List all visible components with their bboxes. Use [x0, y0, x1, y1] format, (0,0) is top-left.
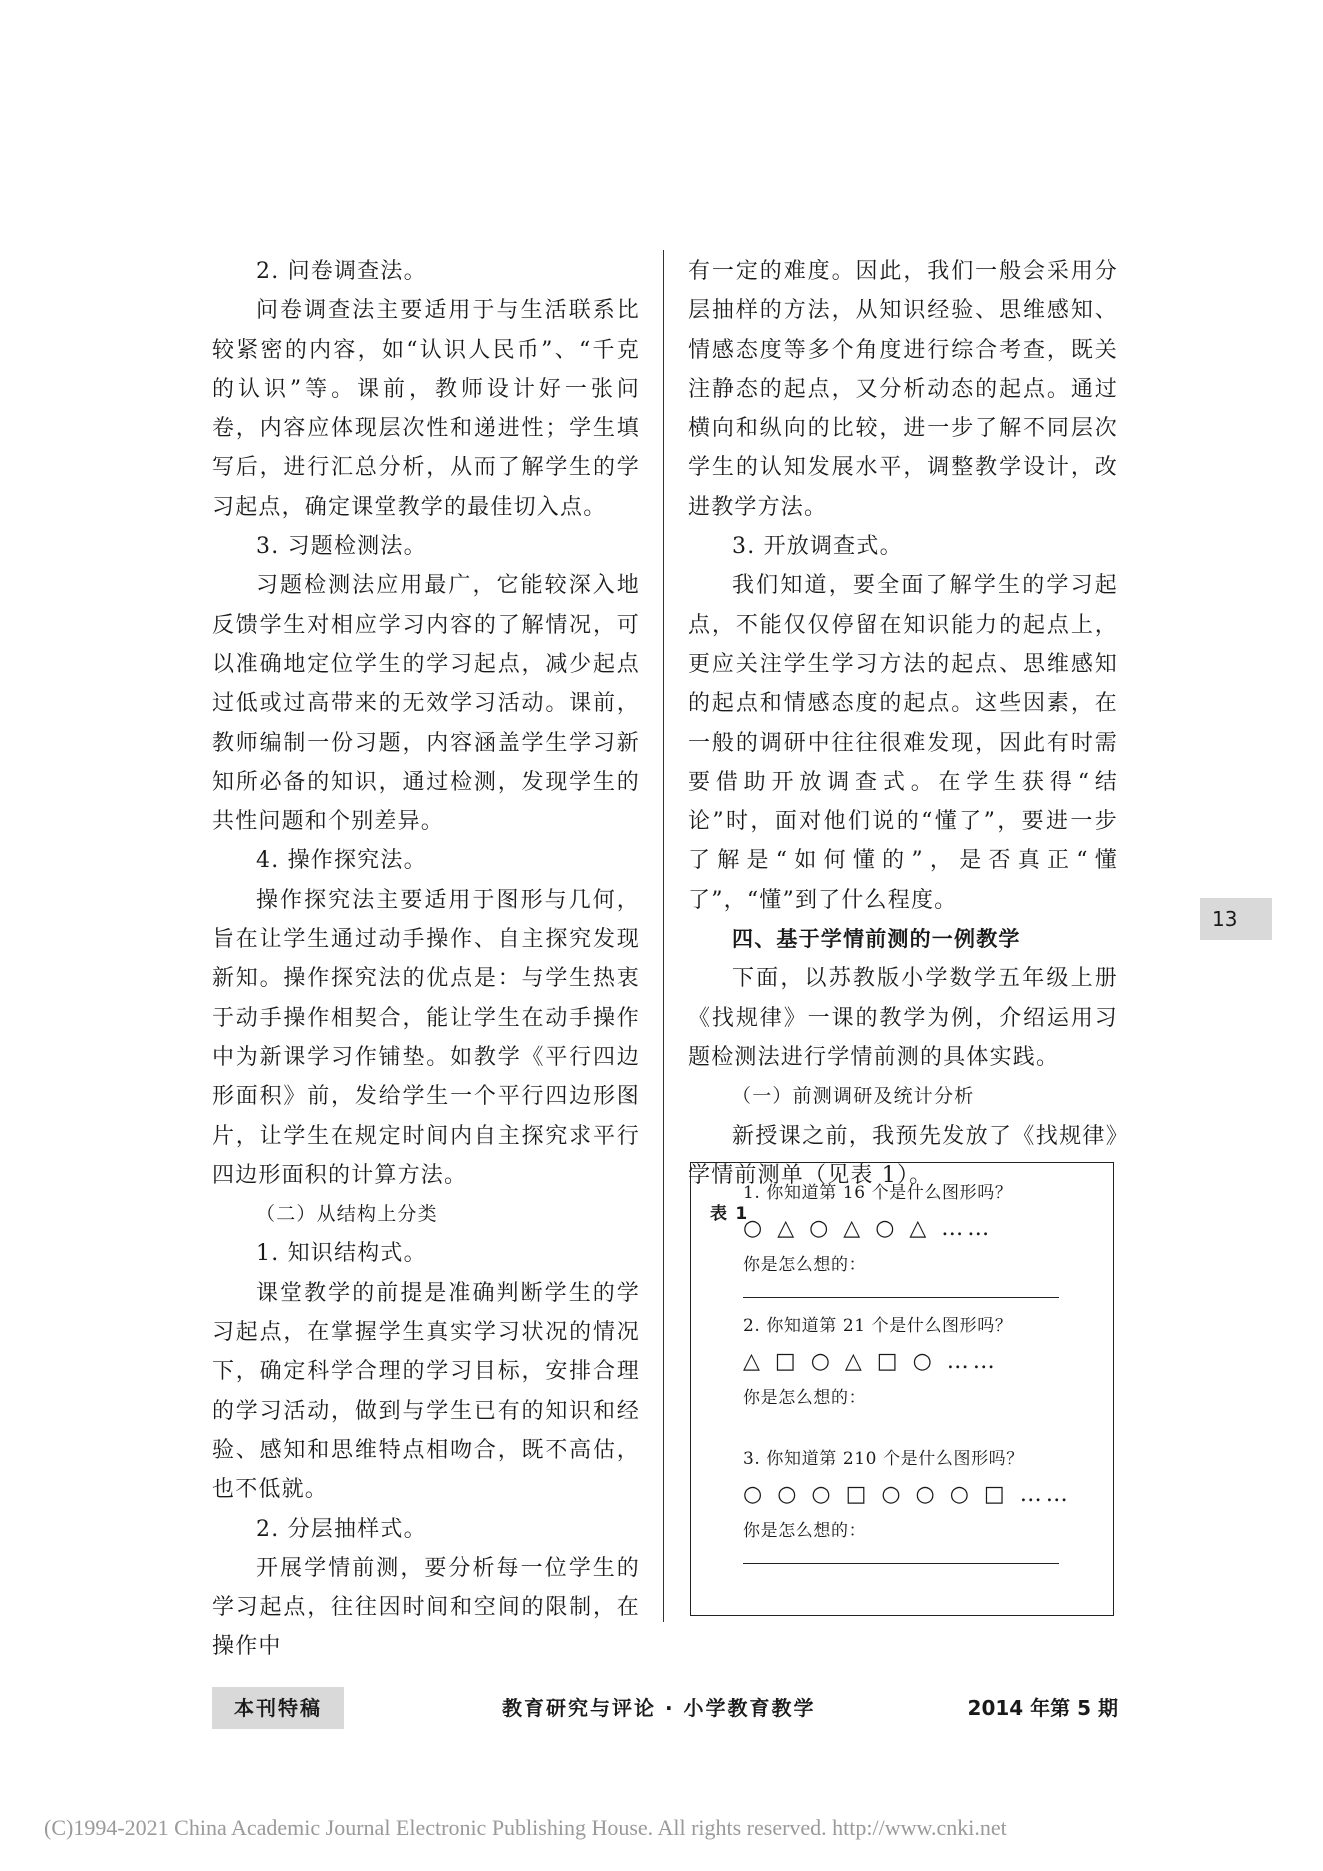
footer-issue: 2014 年第 5 期	[967, 1696, 1118, 1720]
table-question-3	[743, 1441, 1113, 1564]
footer-section-tag: 本刊特稿	[212, 1687, 344, 1729]
para-knowledge-structure: 课堂教学的前提是准确判断学生的学习起点，在掌握学生真实学习状况的情况下，确定科学合理的学习目标，安排合理的学习活动，做到与学生已有的知识和经验、感知和思维特点相吻合，既不高估，也不低就。	[212, 1280, 640, 1503]
question-prompt: 你是怎么想的：	[743, 1521, 867, 1541]
pretest-table	[690, 1162, 1114, 1616]
question-text: 1. 你知道第 16 个是什么图形吗？	[743, 1183, 1013, 1203]
column-divider	[663, 250, 664, 1622]
answer-line[interactable]	[743, 1297, 1059, 1298]
heading-questionnaire: 2. 问卷调查法。	[256, 259, 427, 284]
heading-knowledge-structure: 1. 知识结构式。	[256, 1241, 427, 1267]
subheading-structure: （二）从结构上分类	[256, 1203, 438, 1226]
shape-sequence: ○ ○ ○ □ ○ ○ ○ □ ……	[743, 1482, 1072, 1507]
right-column	[688, 252, 1118, 1235]
shape-sequence: ○ △ ○ △ ○ △ ……	[743, 1216, 994, 1241]
answer-line[interactable]	[743, 1430, 1059, 1431]
page-footer	[212, 1687, 1118, 1729]
left-column	[212, 252, 640, 1667]
question-text: 3. 你知道第 210 个是什么图形吗？	[743, 1449, 1024, 1469]
subheading-pretest: （一）前测调研及统计分析	[732, 1085, 975, 1108]
heading-operation-explore: 4. 操作探究法。	[256, 848, 427, 874]
table-question-1	[743, 1175, 1113, 1298]
answer-line[interactable]	[743, 1563, 1059, 1564]
table-caption: 表 1	[710, 1204, 749, 1225]
copyright-notice: (C)1994-2021 China Academic Journal Electronic Publishing House. All rights reserved. http://www.cnki.net	[44, 1815, 1007, 1840]
question-text: 2. 你知道第 21 个是什么图形吗？	[743, 1316, 1013, 1336]
footer-journal-title: 教育研究与评论 · 小学教育教学	[502, 1696, 816, 1720]
page-number-tab: 13	[1200, 898, 1272, 940]
para-exercise-test: 习题检测法应用最广，它能较深入地反馈学生对相应学习内容的了解情况，可以准确地定位学生的学习起点，减少起点过低或过高带来的无效学习活动。课前，教师编制一份习题，内容涵盖学生学习新知所必备的知识，通过检测，发现学生的共性问题和个别差异。	[212, 573, 640, 835]
question-prompt: 你是怎么想的：	[743, 1255, 867, 1275]
question-prompt: 你是怎么想的：	[743, 1388, 867, 1408]
heading-exercise-test: 3. 习题检测法。	[256, 534, 427, 560]
para-example-intro: 下面，以苏教版小学数学五年级上册《找规律》一课的教学为例，介绍运用习题检测法进行学情前测的具体实践。	[688, 966, 1118, 1070]
shape-sequence: △ □ ○ △ □ ○ ……	[743, 1349, 999, 1374]
heading-open-survey: 3. 开放调查式。	[732, 534, 903, 560]
para-continued: 有一定的难度。因此，我们一般会采用分层抽样的方法，从知识经验、思维感知、情感态度等多个角度进行综合考查，既关注静态的起点，又分析动态的起点。通过横向和纵向的比较，进一步了解不同层次学生的认知发展水平，调整教学设计，改进教学方法。	[688, 259, 1118, 520]
heading-stratified-sampling: 2. 分层抽样式。	[256, 1516, 427, 1542]
para-open-survey: 我们知道，要全面了解学生的学习起点，不能仅仅停留在知识能力的起点上，更应关注学生学习方法的起点、思维感知的起点和情感态度的起点。这些因素，在一般的调研中往往很难发现，因此有时需要借助开放调查式。在学生获得“结论”时，面对他们说的“懂了”，要进一步了解是“如何懂的”，是否真正“懂了”，“懂”到了什么程度。	[688, 573, 1118, 913]
para-stratified-sampling: 开展学情前测，要分析每一位学生的学习起点，往往因时间和空间的限制，在操作中	[212, 1555, 640, 1660]
para-questionnaire: 问卷调查法主要适用于与生活联系比较紧密的内容，如“认识人民币”、“千克的认识”等。课前，教师设计好一张问卷，内容应体现层次性和递进性；学生填写后，进行汇总分析，从而了解学生的学习起点，确定课堂教学的最佳切入点。	[212, 298, 640, 520]
para-pretest: 新授课之前，我预先发放了《找规律》学情前测单（见表 1）。	[688, 1123, 1118, 1188]
table-question-2	[743, 1308, 1113, 1431]
para-operation-explore: 操作探究法主要适用于图形与几何，旨在让学生通过动手操作、自主探究发现新知。操作探究法的优点是：与学生热衷于动手操作相契合，能让学生在动手操作中为新课学习作铺垫。如教学《平行四边形面积》前，发给学生一个平行四边形图片，让学生在规定时间内自主探究求平行四边形面积的计算方法。	[212, 887, 640, 1188]
section-heading-four: 四、基于学情前测的一例教学	[732, 927, 1021, 952]
